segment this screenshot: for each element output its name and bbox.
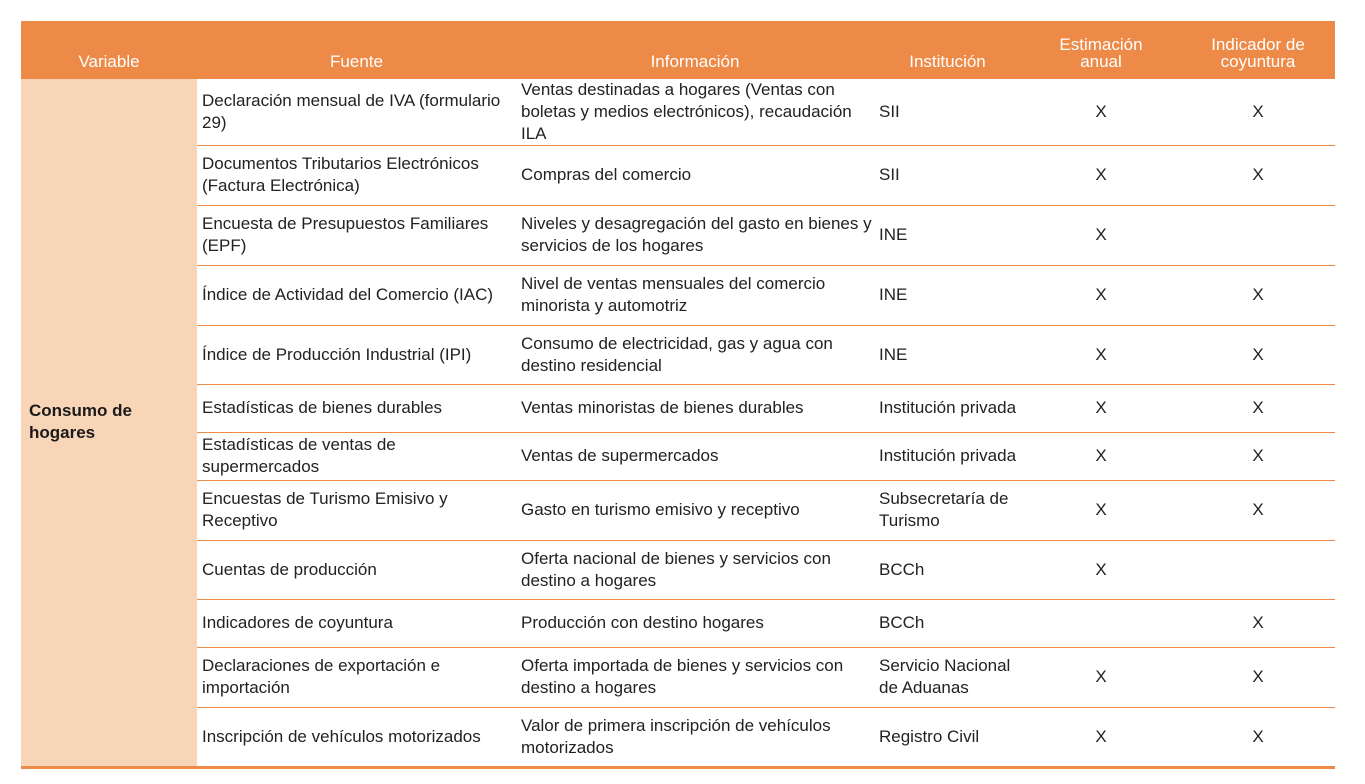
informacion-cell: Producción con destino hogares xyxy=(516,599,874,647)
informacion-cell: Valor de primera inscripción de vehículos motorizados xyxy=(516,707,874,767)
informacion-cell: Oferta importada de bienes y servicios con destino a hogares xyxy=(516,647,874,707)
estimacion-cell: X xyxy=(1021,480,1181,540)
indicador-cell xyxy=(1181,540,1335,599)
header-variable xyxy=(21,21,197,78)
table-row xyxy=(21,647,1335,707)
table-row xyxy=(21,145,1335,205)
fuente-cell: Estadísticas de ventas de supermercados xyxy=(197,432,516,480)
fuente-cell: Indicadores de coyuntura xyxy=(197,599,516,647)
fuente-cell: Declaraciones de exportación e importación xyxy=(197,647,516,707)
variable-label-line2: hogares xyxy=(29,423,96,442)
table-row xyxy=(21,325,1335,384)
indicador-cell: X xyxy=(1181,707,1335,767)
informacion-cell: Compras del comercio xyxy=(516,145,874,205)
institucion-cell: SII xyxy=(874,78,1021,145)
fuente-cell: Encuesta de Presupuestos Familiares (EPF) xyxy=(197,205,516,265)
estimacion-cell: X xyxy=(1021,265,1181,325)
estimacion-cell: X xyxy=(1021,78,1181,145)
table-header-row xyxy=(21,21,1335,78)
table-row xyxy=(21,205,1335,265)
table-row xyxy=(21,540,1335,599)
indicador-cell: X xyxy=(1181,265,1335,325)
fuente-cell: Índice de Producción Industrial (IPI) xyxy=(197,325,516,384)
header-fuente xyxy=(197,21,516,78)
estimacion-cell: X xyxy=(1021,540,1181,599)
table-row xyxy=(21,432,1335,480)
header-variable-label: Variable xyxy=(78,51,140,71)
estimacion-cell: X xyxy=(1021,325,1181,384)
table-row xyxy=(21,480,1335,540)
estimacion-cell: X xyxy=(1021,384,1181,432)
fuente-cell: Índice de Actividad del Comercio (IAC) xyxy=(197,265,516,325)
informacion-cell: Gasto en turismo emisivo y receptivo xyxy=(516,480,874,540)
indicador-cell: X xyxy=(1181,384,1335,432)
institucion-cell: BCCh xyxy=(874,599,1021,647)
institucion-cell: Institución privada xyxy=(874,432,1021,480)
estimacion-cell: X xyxy=(1021,432,1181,480)
header-indicador xyxy=(1181,21,1335,78)
indicador-cell: X xyxy=(1181,432,1335,480)
fuente-cell: Documentos Tributarios Electrónicos (Factura Electrónica) xyxy=(197,145,516,205)
institucion-cell: INE xyxy=(874,265,1021,325)
header-fuente-label: Fuente xyxy=(330,51,383,71)
indicador-cell: X xyxy=(1181,78,1335,145)
institucion-cell: Servicio Nacional de Aduanas xyxy=(874,647,1021,707)
table-row xyxy=(21,265,1335,325)
indicador-cell: X xyxy=(1181,145,1335,205)
informacion-cell: Niveles y desagregación del gasto en bienes y servicios de los hogares xyxy=(516,205,874,265)
fuente-cell: Inscripción de vehículos motorizados xyxy=(197,707,516,767)
fuente-cell: Estadísticas de bienes durables xyxy=(197,384,516,432)
header-indicador-line1: Indicador de xyxy=(1211,34,1305,54)
table-row xyxy=(21,78,1335,145)
table-body xyxy=(21,78,1335,767)
header-institucion-label: Institución xyxy=(909,51,986,71)
institucion-cell: Institución privada xyxy=(874,384,1021,432)
indicador-cell: X xyxy=(1181,647,1335,707)
estimacion-cell: X xyxy=(1021,647,1181,707)
estimacion-cell: X xyxy=(1021,145,1181,205)
fuente-cell: Cuentas de producción xyxy=(197,540,516,599)
institucion-cell: BCCh xyxy=(874,540,1021,599)
informacion-cell: Oferta nacional de bienes y servicios con destino a hogares xyxy=(516,540,874,599)
estimacion-cell xyxy=(1021,599,1181,647)
institucion-cell: Subsecretaría de Turismo xyxy=(874,480,1021,540)
estimacion-cell: X xyxy=(1021,205,1181,265)
variable-label-line1: Consumo de xyxy=(29,401,132,420)
institucion-cell: Registro Civil xyxy=(874,707,1021,767)
header-indicador-line2: coyuntura xyxy=(1220,51,1296,71)
header-estimacion-line2: anual xyxy=(1080,51,1122,71)
header-estimacion-line1: Estimación xyxy=(1059,34,1143,54)
estimacion-cell: X xyxy=(1021,707,1181,767)
institucion-cell: INE xyxy=(874,205,1021,265)
informacion-cell: Consumo de electricidad, gas y agua con destino residencial xyxy=(516,325,874,384)
indicador-cell xyxy=(1181,205,1335,265)
table-row xyxy=(21,707,1335,767)
header-informacion xyxy=(516,21,874,78)
table-row xyxy=(21,384,1335,432)
institucion-cell: INE xyxy=(874,325,1021,384)
institucion-cell: SII xyxy=(874,145,1021,205)
table-row xyxy=(21,599,1335,647)
header-institucion xyxy=(874,21,1021,78)
informacion-cell: Ventas minoristas de bienes durables xyxy=(516,384,874,432)
fuente-cell: Declaración mensual de IVA (formulario 29) xyxy=(197,78,516,145)
informacion-cell: Ventas destinadas a hogares (Ventas con boletas y medios electrónicos), recaudación ILA xyxy=(516,78,874,145)
informacion-cell: Nivel de ventas mensuales del comercio minorista y automotriz xyxy=(516,265,874,325)
variable-cell xyxy=(21,78,197,767)
header-informacion-label: Información xyxy=(650,51,740,71)
sources-table xyxy=(21,21,1335,769)
indicador-cell: X xyxy=(1181,325,1335,384)
fuente-cell: Encuestas de Turismo Emisivo y Receptivo xyxy=(197,480,516,540)
informacion-cell: Ventas de supermercados xyxy=(516,432,874,480)
header-estimacion xyxy=(1021,21,1181,78)
indicador-cell: X xyxy=(1181,480,1335,540)
data-table-container xyxy=(21,21,1335,769)
indicador-cell: X xyxy=(1181,599,1335,647)
